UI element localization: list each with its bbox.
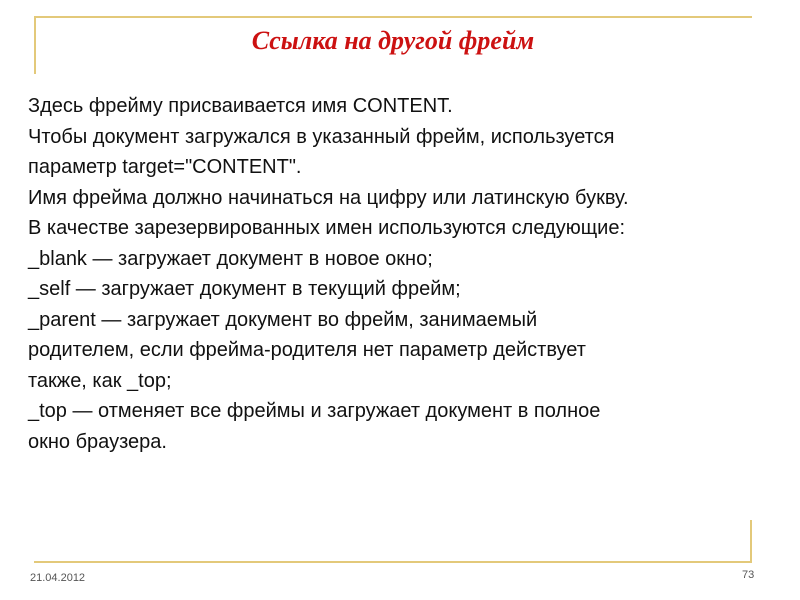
body-line: В качестве зарезервированных имен используются следующие:: [28, 217, 626, 239]
page-number: 73: [742, 569, 755, 581]
body-line: _self — загружает документ в текущий фрейм;: [28, 278, 461, 300]
slide-body: [28, 91, 778, 457]
footer-date: 21.04.2012: [30, 572, 86, 584]
slide-title: Ссылка на другой фрейм: [251, 26, 535, 55]
body-line: _blank — загружает документ в новое окно;: [28, 247, 433, 270]
body-line: также, как _top;: [28, 369, 172, 392]
bottom-divider: [34, 561, 752, 563]
body-line: Чтобы документ загружался в указанный фрейм, используется: [28, 125, 615, 148]
body-line: _parent — загружает документ во фрейм, занимаемый: [28, 308, 538, 331]
body-line: Имя фрейма должно начинаться на цифру или латинскую букву.: [28, 186, 629, 209]
body-line: Здесь фрейму присваивается имя CONTENT.: [28, 95, 453, 117]
body-line: параметр target="CONTENT".: [28, 156, 302, 178]
body-line: окно браузера.: [28, 430, 167, 453]
body-line: _top — отменяет все фреймы и загружает документ в полное: [28, 400, 601, 422]
top-divider: [34, 16, 752, 18]
bottom-right-vertical-divider: [750, 520, 752, 563]
body-line: родителем, если фрейма-родителя нет параметр действует: [28, 339, 586, 361]
